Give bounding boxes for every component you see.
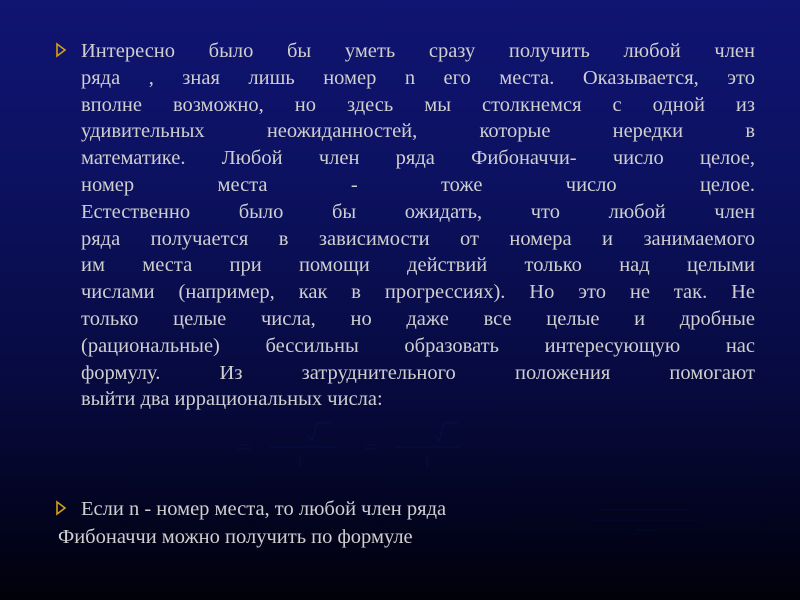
paragraph-intro [55, 38, 755, 413]
paragraph-intro-text [81, 38, 755, 413]
text-line: номер места - тоже число целое. [81, 173, 755, 196]
hollow-diamond-bullet-icon [55, 42, 67, 58]
text-line: формулу. Из затруднительного положения помогают [81, 361, 755, 384]
text-line: только целые числа, но даже все целые и дробные [81, 307, 755, 330]
text-line: ряда , зная лишь номер n его места. Оказывается, это [81, 66, 755, 89]
text-line: ряда получается в зависимости от номера и занимаемого [81, 227, 755, 250]
binet-formula-image [580, 490, 710, 550]
golden-ratio-formula-image [230, 415, 490, 475]
text-line: числами (например, как в прогрессиях). Но это не так. Не [81, 281, 755, 304]
text-line: вполне возможно, но здесь мы столкнемся с одной из [81, 93, 755, 116]
text-line: выйти два иррациональных числа: [81, 388, 383, 411]
text-line: Интересно было бы уметь сразу получить любой член [81, 40, 755, 62]
text-line: Естественно было бы ожидать, что любой член [81, 200, 755, 223]
text-line: им места при помощи действий только над целыми [81, 254, 755, 277]
paragraph-formula-line1: Если n - номер места, то любой член ряда [81, 498, 447, 520]
text-line: (рациональные) бессильны образовать интересующую нас [81, 334, 755, 357]
text-line: математике. Любой член ряда Фибоначчи- число целое, [81, 147, 755, 170]
text-line: удивительных неожиданностей, которые нередки в [81, 120, 755, 143]
paragraph-formula-line2: Фибоначчи можно получить по формуле [58, 526, 413, 548]
hollow-diamond-bullet-icon [55, 500, 67, 516]
